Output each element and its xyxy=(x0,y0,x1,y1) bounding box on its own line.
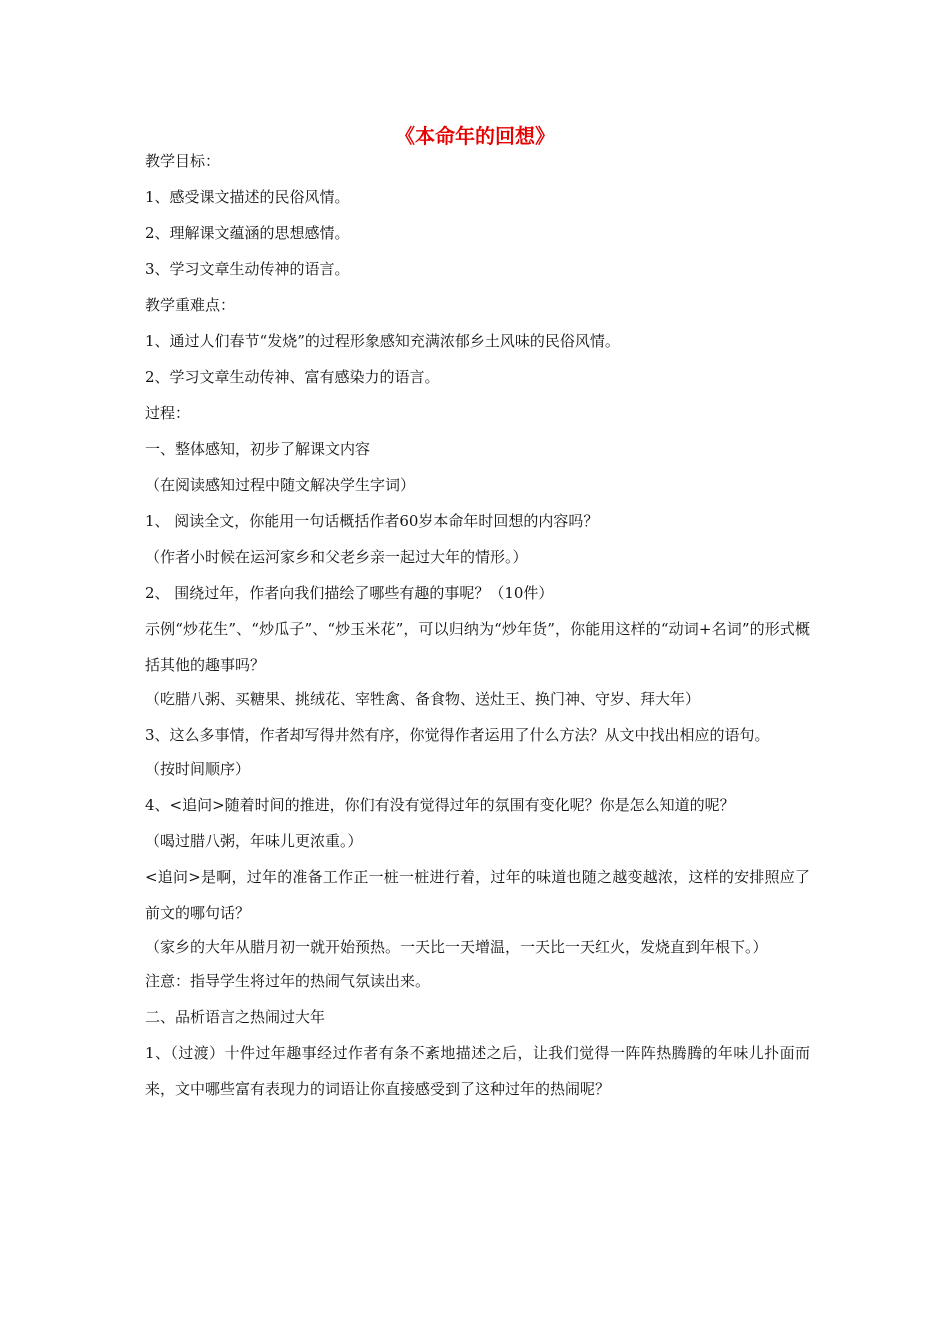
paragraph: （作者小时候在运河家乡和父老乡亲一起过大年的情形。） xyxy=(145,548,528,566)
paragraph: 二、品析语言之热闹过大年 xyxy=(145,1008,326,1026)
paragraph: 注意：指导学生将过年的热闹气氛读出来。 xyxy=(145,972,431,990)
paragraph: 示例“炒花生”、“炒瓜子”、“炒玉米花”，可以归纳为“炒年货”，你能用这样的“动词+名词”的形式概括其他的趣事吗？ xyxy=(145,620,810,674)
paragraph: 过程： xyxy=(145,404,191,422)
paragraph: 1、（过渡）十件过年趣事经过作者有条不紊地描述之后，让我们觉得一阵阵热腾腾的年味儿扑面而来，文中哪些富有表现力的词语让你直接感受到了这种过年的热闹呢？ xyxy=(145,1044,810,1098)
paragraph: <追问>是啊，过年的准备工作正一桩一桩进行着，过年的味道也随之越变越浓，这样的安排照应了前文的哪句话？ xyxy=(145,868,810,922)
paragraph: 4、<追问>随着时间的推进，你们有没有觉得过年的氛围有变化呢？你是怎么知道的呢？ xyxy=(145,796,735,814)
paragraph: 2、理解课文蕴涵的思想感情。 xyxy=(145,224,350,242)
paragraph: （家乡的大年从腊月初一就开始预热。一天比一天增温，一天比一天红火，发烧直到年根下。） xyxy=(145,938,768,956)
paragraph: （喝过腊八粥，年味儿更浓重。） xyxy=(145,832,363,850)
paragraph: 教学目标： xyxy=(145,152,221,170)
document-title: 《本命年的回想》 xyxy=(395,124,555,148)
paragraph: 3、这么多事情，作者却写得井然有序，你觉得作者运用了什么方法？从文中找出相应的语句。 xyxy=(145,726,770,744)
paragraph: 1、感受课文描述的民俗风情。 xyxy=(145,188,350,206)
paragraph: （吃腊八粥、买糖果、挑绒花、宰牲禽、备食物、送灶王、换门神、守岁、拜大年） xyxy=(145,690,701,708)
paragraph: （按时间顺序） xyxy=(145,760,251,778)
document-body xyxy=(145,150,810,1112)
paragraph: 一、整体感知，初步了解课文内容 xyxy=(145,440,371,458)
paragraph: 2、 围绕过年，作者向我们描绘了哪些有趣的事呢？（10件） xyxy=(145,584,554,602)
paragraph: （在阅读感知过程中随文解决学生字词） xyxy=(145,476,416,494)
paragraph: 3、学习文章生动传神的语言。 xyxy=(145,260,350,278)
paragraph: 2、学习文章生动传神、富有感染力的语言。 xyxy=(145,368,440,386)
paragraph: 教学重难点： xyxy=(145,296,236,314)
paragraph: 1、通过人们春节“发烧”的过程形象感知充满浓郁乡土风味的民俗风情。 xyxy=(145,332,620,350)
paragraph: 1、 阅读全文，你能用一句话概括作者60岁本命年时回想的内容吗？ xyxy=(145,512,599,530)
